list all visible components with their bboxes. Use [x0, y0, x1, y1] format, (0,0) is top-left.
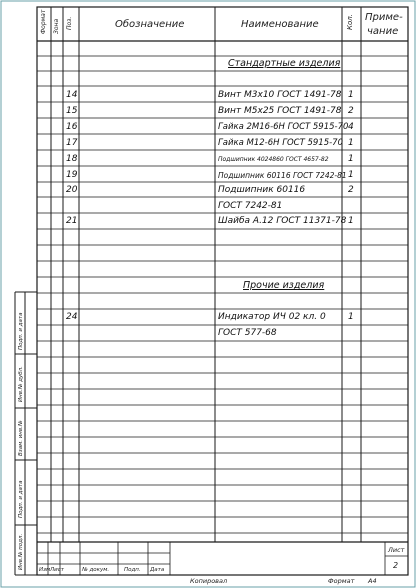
- row-21-pos: 21: [66, 216, 78, 226]
- side-inv-dubl: Инв.№ дубл.: [18, 366, 24, 402]
- tb-ndokum: № докум.: [82, 567, 110, 573]
- row-19-name: Подшипник 60116 ГОСТ 7242-81: [218, 171, 347, 180]
- section-standard-items: Стандартные изделия: [228, 58, 341, 69]
- row-20-name: Подшипник 60116: [218, 185, 306, 195]
- row-24-name: Индикатор ИЧ 02 кл. 0: [218, 312, 326, 322]
- row-20-name-cont: ГОСТ 7242-81: [218, 201, 283, 211]
- row-14-pos: 14: [66, 90, 78, 100]
- side-vzam-inv: Взам. инв.№: [18, 420, 24, 456]
- row-24-pos: 24: [66, 312, 78, 322]
- side-sign-date-1: Подп. и дата: [18, 312, 24, 350]
- tb-podp: Подп.: [124, 567, 141, 573]
- row-19-pos: 19: [66, 170, 78, 180]
- row-15-pos: 15: [66, 106, 78, 116]
- row-24-qty: 1: [348, 312, 354, 322]
- row-16-name: Гайка 2М16-6Н ГОСТ 5915-70: [218, 122, 349, 132]
- row-14-name: Винт М3х10 ГОСТ 1491-78: [218, 90, 342, 100]
- side-sign-date-2: Подп. и дата: [18, 480, 24, 518]
- row-18-name: Подшипник 4024860 ГОСТ 4657-82: [218, 156, 329, 163]
- row-24-name-cont: ГОСТ 577-68: [218, 328, 277, 338]
- header-note-line2: чание: [367, 26, 399, 37]
- header-qty: Кол.: [346, 14, 354, 30]
- footer-format-value: А4: [368, 577, 377, 585]
- row-20-qty: 2: [348, 185, 354, 195]
- tb-data: Дата: [150, 567, 165, 573]
- tb-sheet-label: Лист: [388, 546, 405, 554]
- row-17-pos: 17: [66, 138, 78, 148]
- header-note-line1: Приме-: [365, 12, 403, 23]
- section-other-items: Прочие изделия: [243, 280, 325, 291]
- row-14-qty: 1: [348, 90, 354, 100]
- tb-izm: Изм: [39, 567, 51, 573]
- row-16-qty: 4: [348, 122, 354, 132]
- row-15-qty: 2: [348, 106, 354, 116]
- header-zone: Зона: [53, 18, 60, 34]
- row-17-qty: 1: [348, 138, 354, 148]
- row-21-name: Шайба А.12 ГОСТ 11371-78: [218, 216, 347, 226]
- header-pos: Поз.: [66, 16, 73, 30]
- row-15-name: Винт М5х25 ГОСТ 1491-78: [218, 106, 342, 116]
- side-inv-podl: Инв.№ подл.: [18, 533, 24, 570]
- row-16-pos: 16: [66, 122, 78, 132]
- header-format: Формат: [40, 9, 47, 34]
- row-20-pos: 20: [66, 185, 78, 195]
- row-18-pos: 18: [66, 154, 78, 164]
- tb-sheet-number: 2: [393, 561, 399, 570]
- row-19-qty: 1: [348, 170, 354, 180]
- footer-copied: Копировал: [190, 577, 228, 585]
- row-18-qty: 1: [348, 154, 354, 164]
- tb-list: Лист: [50, 567, 64, 573]
- row-21-qty: 1: [348, 216, 354, 226]
- header-designation: Обозначение: [115, 19, 185, 30]
- row-17-name: Гайка М12-6Н ГОСТ 5915-70: [218, 138, 344, 148]
- footer-format-label: Формат: [328, 577, 355, 585]
- header-name: Наименование: [241, 19, 319, 30]
